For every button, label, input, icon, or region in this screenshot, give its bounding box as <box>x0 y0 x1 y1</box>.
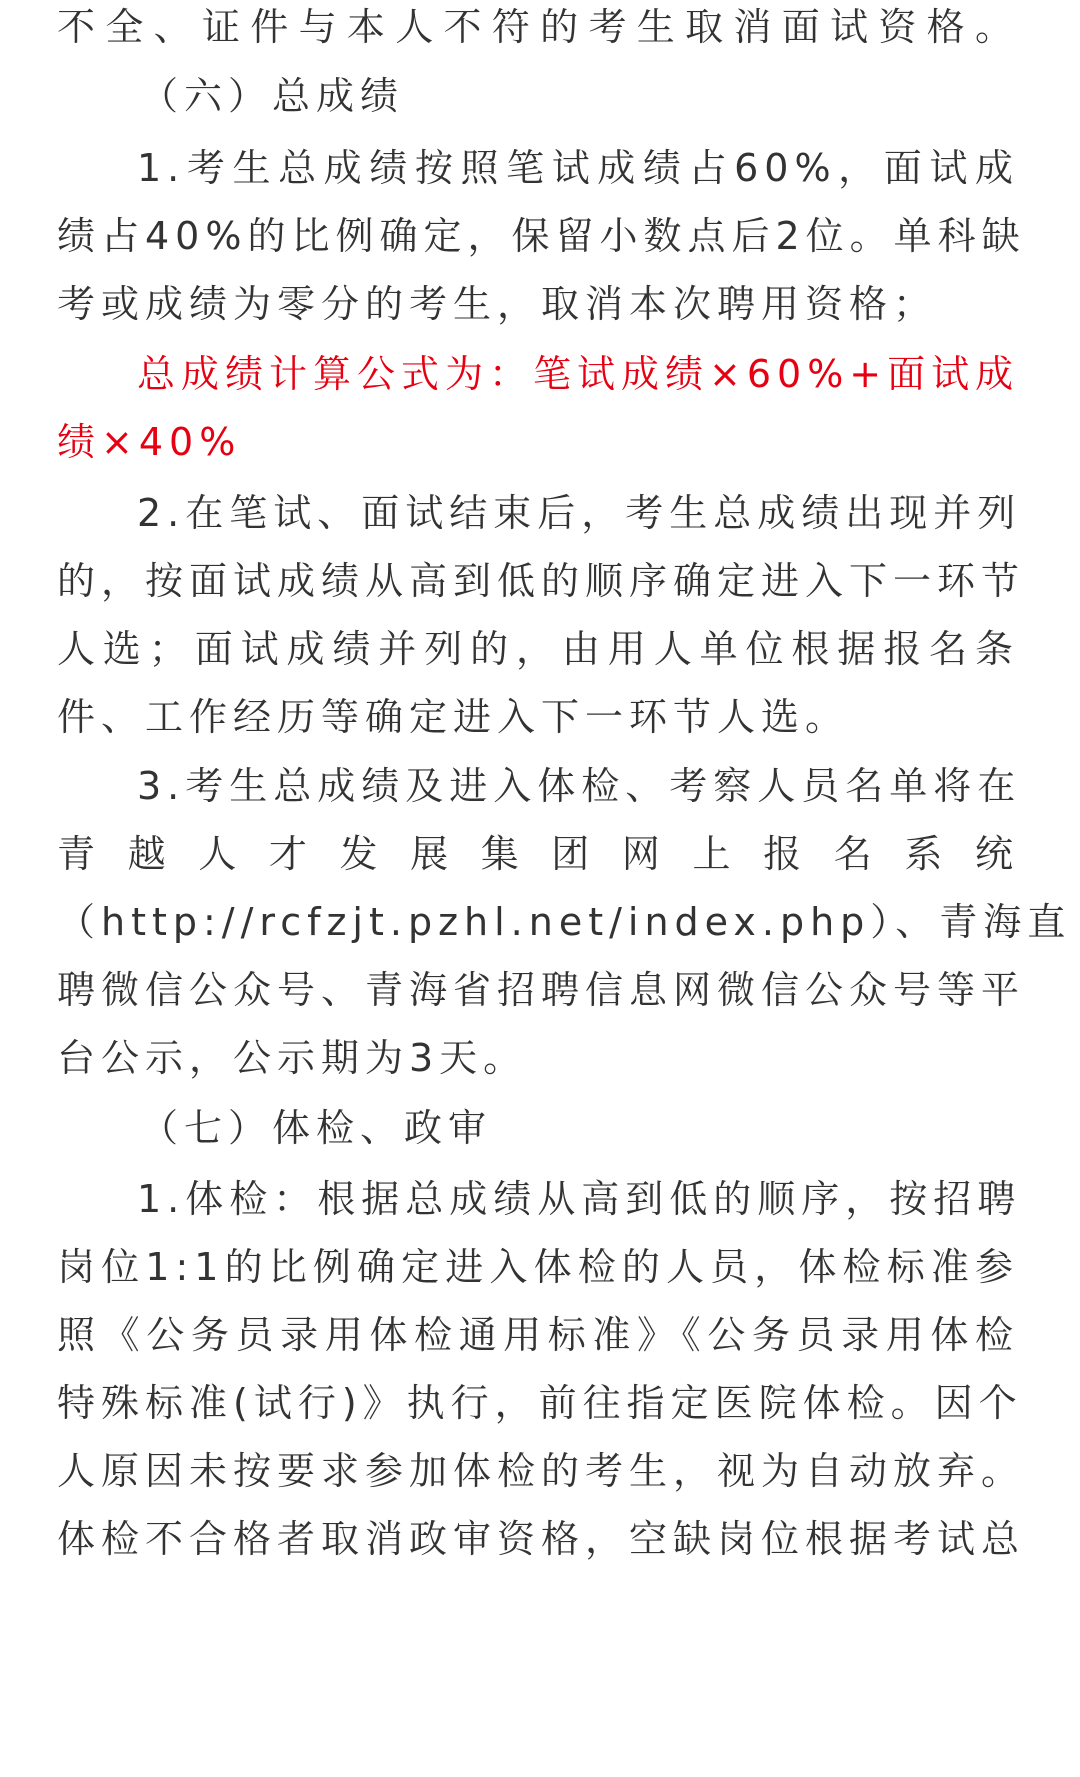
text-line: 台公示，公示期为3天。 <box>57 1036 528 1080</box>
text-line: 岗位1:1的比例确定进入体检的人员，体检标准参 <box>57 1245 1019 1289</box>
text-line: 的，按面试成绩从高到低的顺序确定进入下一环节 <box>57 559 1026 603</box>
text-line: 人选；面试成绩并列的，由用人单位根据报名条 <box>57 627 1019 671</box>
text-line: 绩占40%的比例确定，保留小数点后2位。单科缺 <box>57 214 1026 258</box>
text-line: （http://rcfzjt.pzhl.net/index.php）、青海直 <box>57 900 1072 944</box>
text-line: 考或成绩为零分的考生，取消本次聘用资格； <box>57 282 938 326</box>
text-line: 1.考生总成绩按照笔试成绩占60%，面试成 <box>137 146 1019 190</box>
text-line: 件、工作经历等确定进入下一环节人选。 <box>57 695 850 739</box>
section-heading: （七）体检、政审 <box>140 1106 493 1150</box>
text-line: 照《公务员录用体检通用标准》《公务员录用体检 <box>57 1313 1019 1357</box>
formula-line: 绩×40% <box>57 420 242 464</box>
text-line: 聘微信公众号、青海省招聘信息网微信公众号等平 <box>57 968 1026 1012</box>
section-heading: （六）总成绩 <box>140 74 405 118</box>
text-line: 特殊标准(试行)》执行，前往指定医院体检。因个 <box>57 1381 1023 1425</box>
text-line: 3.考生总成绩及进入体检、考察人员名单将在 <box>137 764 1022 808</box>
text-line: 不全、证件与本人不符的考生取消面试资格。 <box>57 5 1019 49</box>
text-line: 2.在笔试、面试结束后，考生总成绩出现并列 <box>137 491 1022 535</box>
text-line: 体检不合格者取消政审资格，空缺岗位根据考试总 <box>57 1517 1026 1561</box>
text-line: 青 越 人 才 发 展 集 团 网 上 报 名 系 统 <box>57 832 1019 876</box>
text-line: 人原因未按要求参加体检的考生，视为自动放弃。 <box>57 1449 1026 1493</box>
formula-line: 总成绩计算公式为：笔试成绩×60%+面试成 <box>137 352 1020 396</box>
text-line: 1.体检：根据总成绩从高到低的顺序，按招聘 <box>137 1177 1022 1221</box>
